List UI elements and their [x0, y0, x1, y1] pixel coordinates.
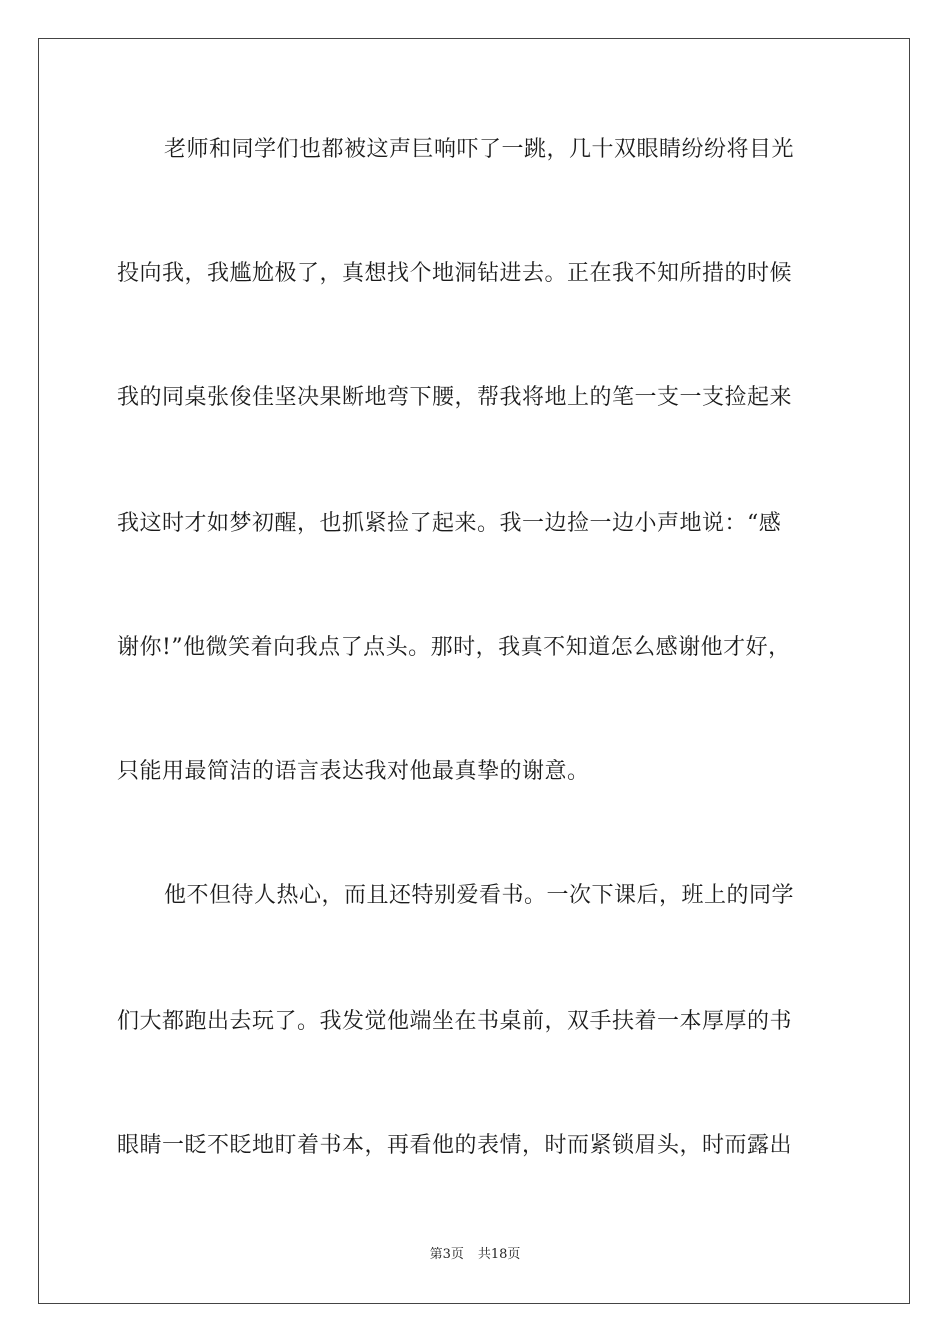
- paragraph-1-line-4: 我这时才如梦初醒，也抓紧捡了起来。我一边捡一边小声地说：“感: [117, 511, 782, 536]
- paragraph-2-line-2: 们大都跑出去玩了。我发觉他端坐在书桌前，双手扶着一本厚厚的书: [117, 1009, 793, 1034]
- paragraph-2-line-3: 眼睛一眨不眨地盯着书本，再看他的表情，时而紧锁眉头，时而露出: [117, 1133, 793, 1158]
- paragraph-1-line-6: 只能用最简洁的语言表达我对他最真挚的谢意。: [117, 759, 590, 784]
- page-total: 共18页: [477, 1247, 521, 1262]
- paragraph-2-line-1: 他不但待人热心，而且还特别爱看书。一次下课后，班上的同学: [164, 883, 795, 908]
- paragraph-1-line-2: 投向我，我尴尬极了，真想找个地洞钻进去。正在我不知所措的时候: [117, 261, 793, 286]
- paragraph-1-line-5: 谢你!”他微笑着向我点了点头。那时，我真不知道怎么感谢他才好，: [117, 635, 791, 660]
- page-number: 第3页: [429, 1247, 464, 1262]
- paragraph-1-line-1: 老师和同学们也都被这声巨响吓了一跳，几十双眼睛纷纷将目光: [164, 137, 795, 162]
- page-footer: [0, 1246, 950, 1264]
- page-border: [38, 38, 910, 1304]
- paragraph-1-line-3: 我的同桌张俊佳坚决果断地弯下腰，帮我将地上的笔一支一支捡起来: [117, 385, 793, 410]
